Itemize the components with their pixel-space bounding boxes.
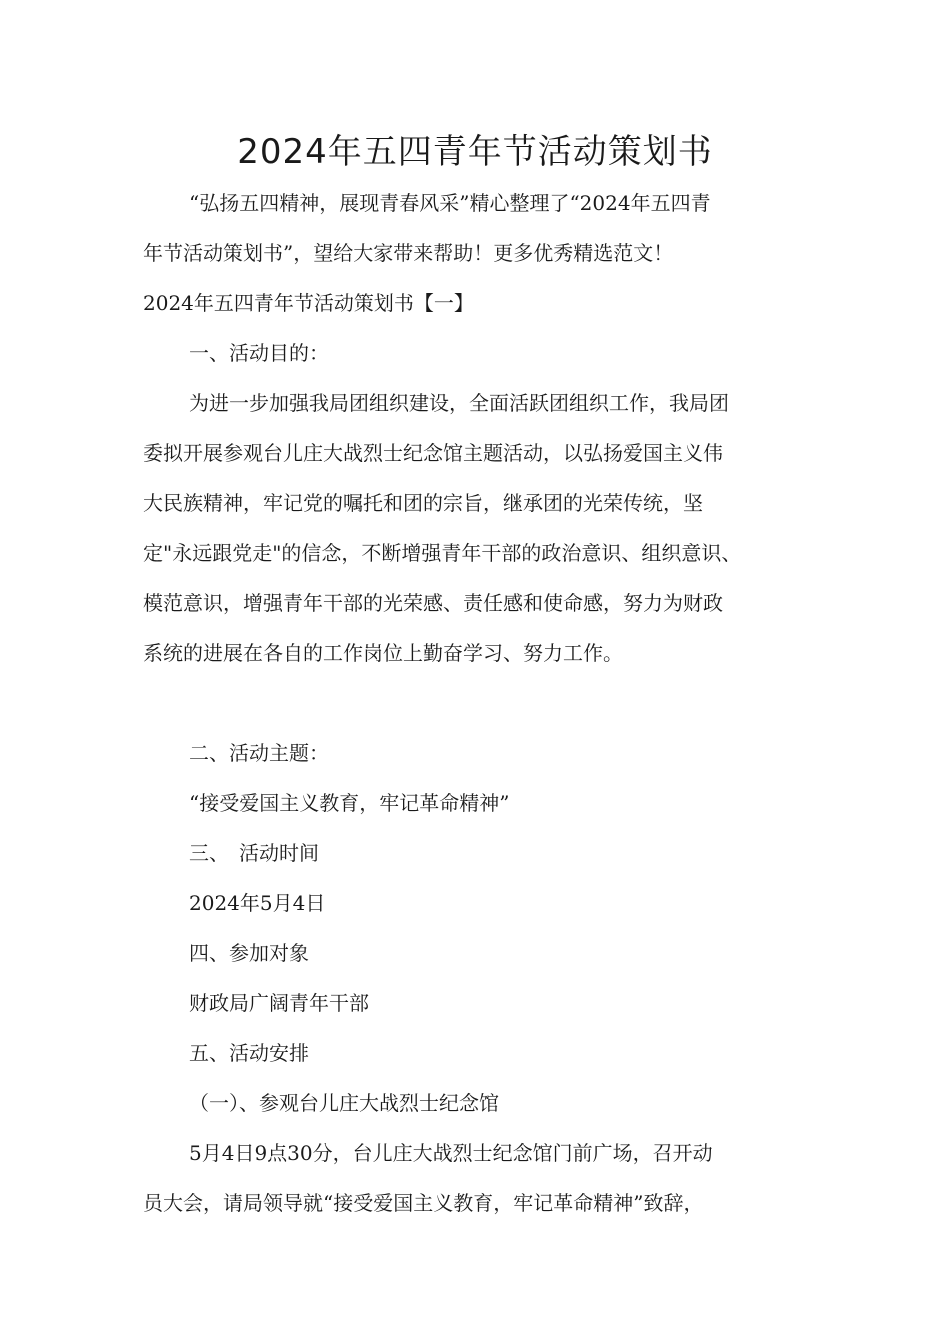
section-3-text: 2024年5月4日 bbox=[189, 891, 326, 915]
section-1-line-2: 委拟开展参观台儿庄大战烈士纪念馆主题活动，以弘扬爱国主义伟 bbox=[143, 441, 723, 465]
section-5-line-1: 5月4日9点30分，台儿庄大战烈士纪念馆门前广场，召开动 bbox=[189, 1141, 713, 1165]
section-2-heading: 二、活动主题： bbox=[189, 741, 329, 765]
section-1-line-6: 系统的进展在各自的工作岗位上勤奋学习、努力工作。 bbox=[143, 641, 623, 665]
section-4-heading: 四、参加对象 bbox=[189, 941, 309, 965]
section-1-line-1: 为进一步加强我局团组织建设，全面活跃团组织工作，我局团 bbox=[189, 391, 729, 415]
section-5-subheading: （一）、参观台儿庄大战烈士纪念馆 bbox=[189, 1091, 499, 1115]
section-4-text: 财政局广阔青年干部 bbox=[189, 991, 369, 1015]
section-5-line-2: 员大会，请局领导就“接受爱国主义教育，牢记革命精神”致辞， bbox=[143, 1191, 704, 1215]
section-5-heading: 五、活动安排 bbox=[189, 1041, 309, 1065]
document-title: 2024年五四青年节活动策划书 bbox=[237, 132, 713, 172]
document-body bbox=[143, 178, 823, 1228]
section-2-text: “接受爱国主义教育，牢记革命精神” bbox=[189, 791, 510, 815]
section-1-line-3: 大民族精神，牢记党的嘱托和团的宗旨，继承团的光荣传统，坚 bbox=[143, 491, 703, 515]
intro-line-2: 年节活动策划书”，望给大家带来帮助！更多优秀精选范文！ bbox=[143, 241, 674, 265]
section-1-line-5: 模范意识，增强青年干部的光荣感、责任感和使命感，努力为财政 bbox=[143, 591, 723, 615]
intro-line-1: “弘扬五四精神，展现青春风采”精心整理了“2024年五四青 bbox=[189, 191, 711, 215]
section-1-heading: 一、活动目的： bbox=[189, 341, 329, 365]
blank-space bbox=[143, 678, 823, 728]
section-3-heading: 三、 活动时间 bbox=[189, 841, 319, 865]
section-header: 2024年五四青年节活动策划书【一】 bbox=[143, 291, 474, 315]
section-1-line-4: 定"永远跟党走"的信念，不断增强青年干部的政治意识、组织意识、 bbox=[143, 541, 742, 565]
